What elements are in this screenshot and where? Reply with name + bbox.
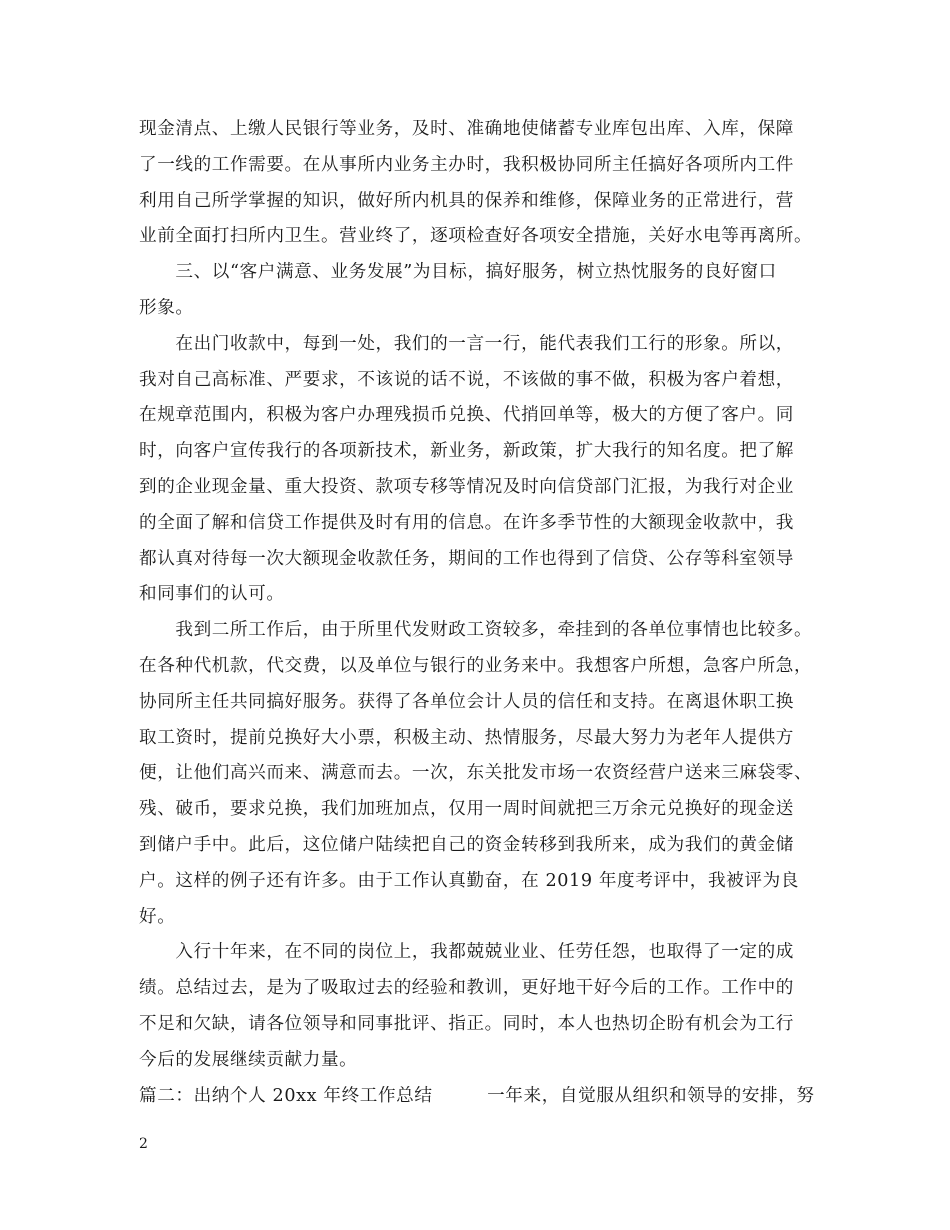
text-line: 残、破币，要求兑换，我们加班加点，仅用一周时间就把三万余元兑换好的现金送 [139,799,794,820]
text-line: 好。 [139,906,176,927]
text-line: 在各种代机款，代交费，以及单位与银行的业务来中。我想客户所想，急客户所急， [139,655,813,676]
text-line: 不足和欠缺，请各位领导和同事批评、指正。同时，本人也热切企盼有机会为工行 [139,1013,794,1034]
text-line: 绩。总结过去，是为了吸取过去的经验和教训，更好地干好今后的工作。工作中的 [139,978,794,999]
text-line: 现金清点、上缴人民银行等业务，及时、准确地使储蓄专业库包出库、入库，保障 [139,119,794,139]
text-line: 了一线的工作需要。在从事所内业务主办时，我积极协同所主任搞好各项所内工件 [139,154,794,175]
text-line: 我对自己高标准、严要求，不该说的话不说，不该做的事不做，积极为客户着想， [139,369,794,390]
text-line: 的全面了解和信贷工作提供及时有用的信息。在许多季节性的大额现金收款中，我 [139,512,794,533]
text-line: 三、以“客户满意、业务发展”为目标，搞好服务，树立热忱服务的良好窗口 [139,262,777,283]
text-line: 时，向客户宣传我行的各项新技术，新业务，新政策，扩大我行的知名度。把了解 [139,441,794,462]
text-line: 和同事们的认可。 [139,584,285,605]
text-line: 到的企业现金量、重大投资、款项专移等情况及时向信贷部门汇报，为我行对企业 [139,476,794,497]
text-line: 到储户手中。此后，这位储户陆续把自己的资金转移到我所来，成为我们的黄金储 [139,834,794,855]
text-line: 业前全面打扫所内卫生。营业终了，逐项检查好各项安全措施，关好水电等再离所。 [139,226,813,247]
text-line: 入行十年来，在不同的岗位上，我都兢兢业业、任劳任怨，也取得了一定的成 [139,942,794,963]
text-line: 今后的发展继续贡献力量。 [139,1049,358,1070]
text-line: 在出门收款中，每到一处，我们的一言一行，能代表我们工行的形象。所以， [139,333,794,354]
text-line: 都认真对待每一次大额现金收款任务，期间的工作也得到了信贷、公存等科室领导 [139,548,794,569]
text-line: 形象。 [139,297,194,318]
text-line: 篇二：出纳个人 20xx 年终工作总结 一年来，自觉服从组织和领导的安排，努 [139,1085,815,1106]
text-line: 我到二所工作后，由于所里代发财政工资较多，牵挂到的各单位事情也比较多。 [139,620,813,641]
text-line: 协同所主任共同搞好服务。获得了各单位会计人员的信任和支持。在离退休职工换 [139,691,794,712]
text-line: 取工资时，提前兑换好大小票，积极主动、热情服务，尽最大努力为老年人提供方 [139,727,794,748]
text-line: 便，让他们高兴而来、满意而去。一次，东关批发市场一农资经营户送来三麻袋零、 [139,763,813,784]
body-text [139,112,839,1114]
text-line: 在规章范围内，积极为客户办理残损币兑换、代捎回单等，极大的方便了客户。同 [139,405,794,426]
text-line: 利用自己所学掌握的知识，做好所内机具的保养和维修，保障业务的正常进行，营 [139,190,794,211]
page-number: 2 [139,1136,148,1152]
text-line: 户。这样的例子还有许多。由于工作认真勤奋，在 2019 年度考评中，我被评为良 [139,870,799,891]
